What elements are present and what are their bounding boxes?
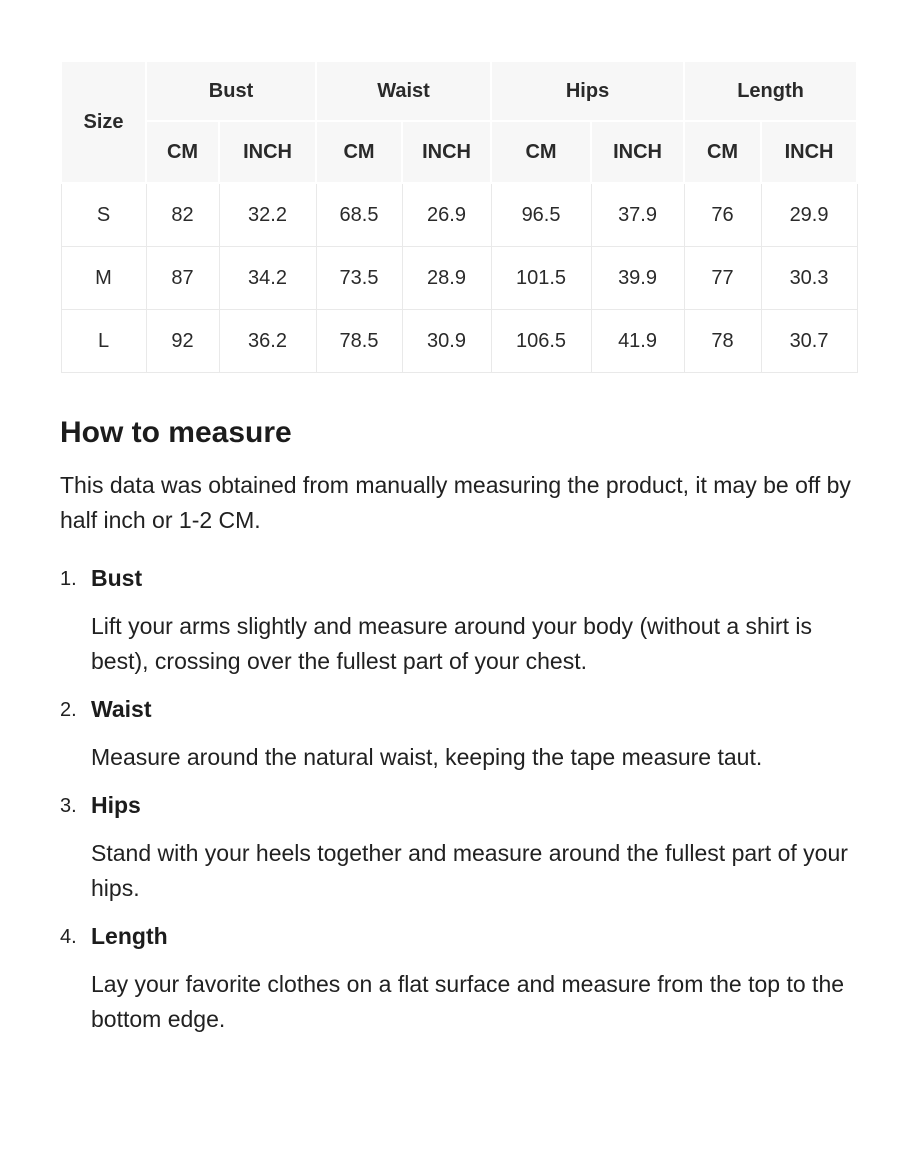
- value-cell: 34.2: [219, 247, 316, 310]
- value-cell: 87: [146, 247, 219, 310]
- size-cell: M: [61, 247, 146, 310]
- unit-header: CM: [684, 121, 761, 183]
- list-item-description: Measure around the natural waist, keeping the tape measure taut.: [91, 744, 763, 770]
- waist-group-header: Waist: [316, 61, 491, 121]
- list-item: [60, 791, 860, 906]
- value-cell: 73.5: [316, 247, 402, 310]
- value-cell: 82: [146, 183, 219, 247]
- list-item: [60, 564, 860, 679]
- value-cell: 30.9: [402, 310, 491, 373]
- bust-group-header: Bust: [146, 61, 316, 121]
- how-to-measure-heading: How to measure: [60, 416, 292, 449]
- table-row: [61, 247, 857, 310]
- value-cell: 41.9: [591, 310, 684, 373]
- value-cell: 26.9: [402, 183, 491, 247]
- value-cell: 37.9: [591, 183, 684, 247]
- list-item-title: Waist: [91, 696, 152, 722]
- unit-header: INCH: [219, 121, 316, 183]
- list-item-description: Lay your favorite clothes on a flat surface and measure from the top to the bottom edge.: [91, 971, 845, 1032]
- value-cell: 78.5: [316, 310, 402, 373]
- unit-header: CM: [146, 121, 219, 183]
- size-cell: L: [61, 310, 146, 373]
- size-chart-table: [60, 60, 858, 373]
- list-item-body: [91, 695, 860, 775]
- list-item-body: [91, 922, 860, 1037]
- value-cell: 77: [684, 247, 761, 310]
- value-cell: 92: [146, 310, 219, 373]
- table-row: [61, 183, 857, 247]
- size-cell: S: [61, 183, 146, 247]
- value-cell: 101.5: [491, 247, 591, 310]
- value-cell: 68.5: [316, 183, 402, 247]
- value-cell: 30.7: [761, 310, 857, 373]
- unit-header: INCH: [402, 121, 491, 183]
- table-group-header-row: [61, 61, 857, 121]
- measure-disclaimer-text: This data was obtained from manually measuring the product, it may be off by half inch or 1-2 CM.: [60, 472, 851, 533]
- length-group-header: Length: [684, 61, 857, 121]
- list-item: [60, 695, 860, 775]
- value-cell: 106.5: [491, 310, 591, 373]
- size-guide-content: [60, 0, 860, 1037]
- value-cell: 28.9: [402, 247, 491, 310]
- list-item-number: 2.: [60, 699, 77, 721]
- list-item-number: 1.: [60, 568, 77, 590]
- list-item-number: 4.: [60, 926, 77, 948]
- list-item: [60, 922, 860, 1037]
- list-item-description: Lift your arms slightly and measure around your body (without a shirt is best), crossing over the fullest part of your chest.: [91, 613, 812, 674]
- list-item-description: Stand with your heels together and measure around the fullest part of your hips.: [91, 840, 848, 901]
- value-cell: 96.5: [491, 183, 591, 247]
- unit-header: INCH: [591, 121, 684, 183]
- value-cell: 29.9: [761, 183, 857, 247]
- list-item-body: [91, 564, 860, 679]
- unit-header: CM: [316, 121, 402, 183]
- unit-header: INCH: [761, 121, 857, 183]
- value-cell: 30.3: [761, 247, 857, 310]
- list-item-title: Bust: [91, 565, 143, 591]
- list-item-title: Length: [91, 923, 168, 949]
- list-item-number: 3.: [60, 795, 77, 817]
- size-column-header: Size: [61, 61, 146, 183]
- value-cell: 76: [684, 183, 761, 247]
- list-item-body: [91, 791, 860, 906]
- value-cell: 39.9: [591, 247, 684, 310]
- measure-instructions-list: [60, 564, 860, 1037]
- table-row: [61, 310, 857, 373]
- value-cell: 32.2: [219, 183, 316, 247]
- value-cell: 78: [684, 310, 761, 373]
- list-item-title: Hips: [91, 792, 141, 818]
- unit-header: CM: [491, 121, 591, 183]
- hips-group-header: Hips: [491, 61, 684, 121]
- value-cell: 36.2: [219, 310, 316, 373]
- table-unit-header-row: [61, 121, 857, 183]
